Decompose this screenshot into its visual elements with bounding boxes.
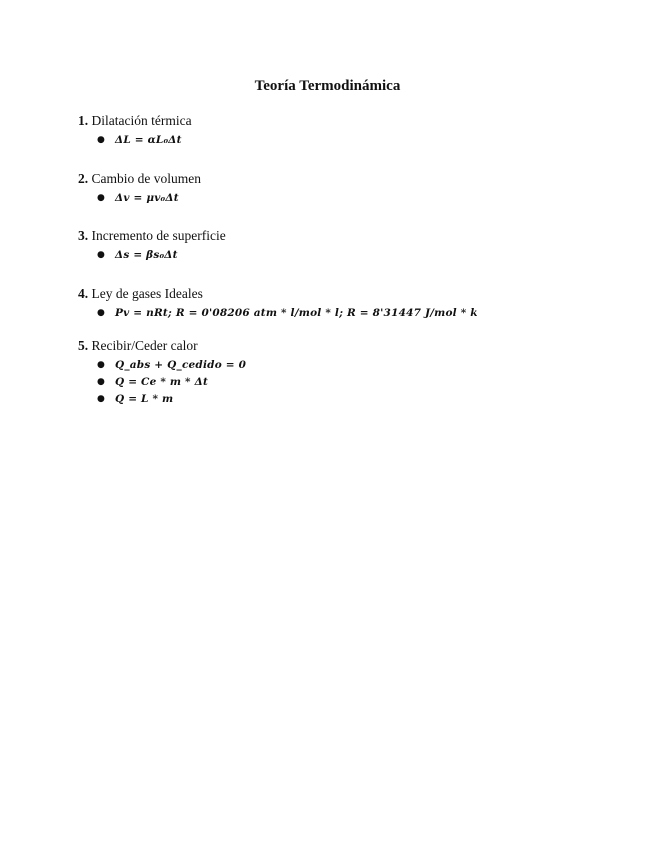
bullet-icon: ● — [97, 394, 105, 404]
section-label: Cambio de volumen — [91, 171, 201, 186]
list-item — [78, 247, 618, 264]
section-label: Recibir/Ceder calor — [91, 338, 198, 353]
section-calor — [78, 337, 618, 408]
section-label: Dilatación térmica — [91, 113, 192, 128]
section-number: 2. — [78, 171, 89, 186]
section-number: 3. — [78, 228, 89, 243]
formula: Δv = μv₀Δt — [115, 192, 179, 204]
list-item — [78, 305, 618, 322]
section-label: Ley de gases Ideales — [91, 286, 203, 301]
formula: ΔL = αL₀Δt — [115, 134, 182, 146]
formula: Pv = nRt; R = 0'08206 atm * l/mol * l; R = 8'31447 J/mol * k — [115, 307, 478, 319]
bullet-icon: ● — [97, 250, 105, 260]
list-item — [78, 374, 618, 391]
section-number: 4. — [78, 286, 89, 301]
list-item — [78, 190, 618, 207]
bullet-icon: ● — [97, 308, 105, 318]
formula-list — [78, 357, 618, 408]
bullet-icon: ● — [97, 360, 105, 370]
formula-list — [78, 190, 618, 207]
section-label: Incremento de superficie — [91, 228, 226, 243]
list-item — [78, 391, 618, 408]
section-superficie — [78, 227, 618, 264]
section-number: 1. — [78, 113, 89, 128]
formula: Δs = βs₀Δt — [115, 249, 178, 261]
section-dilatacion — [78, 112, 618, 149]
bullet-icon: ● — [97, 135, 105, 145]
formula-list — [78, 132, 618, 149]
section-number: 5. — [78, 338, 89, 353]
formula-list — [78, 247, 618, 264]
formula: Q_abs + Q_cedido = 0 — [115, 359, 247, 371]
formula-list — [78, 305, 618, 322]
bullet-icon: ● — [97, 377, 105, 387]
formula: Q = Ce * m * Δt — [115, 376, 209, 388]
list-item — [78, 132, 618, 149]
formula: Q = L * m — [115, 393, 174, 405]
list-item — [78, 357, 618, 374]
section-gases — [78, 285, 618, 322]
bullet-icon: ● — [97, 193, 105, 203]
section-volumen — [78, 170, 618, 207]
page-title: Teoría Termodinámica — [254, 78, 401, 94]
